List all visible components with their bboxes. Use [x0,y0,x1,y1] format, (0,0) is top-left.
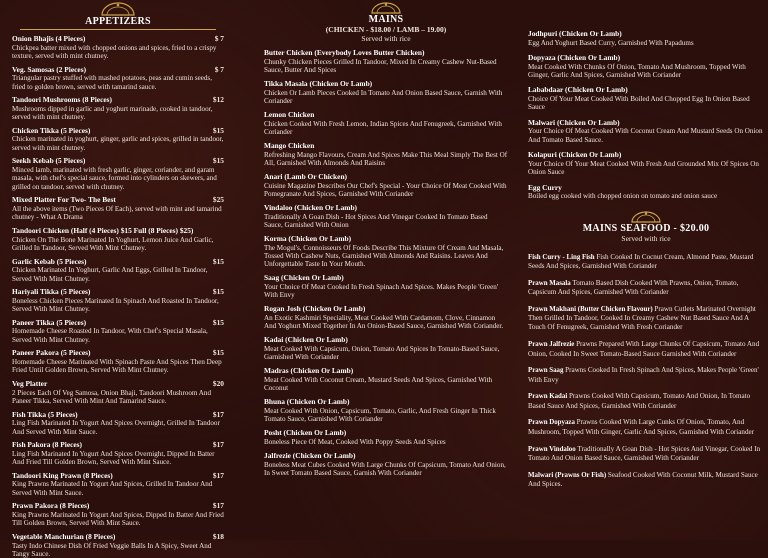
item-price: $12 [209,96,224,105]
item-description: Prawns Prepared With Large Chunks Of Capsicum, Tomato And Onion, Cooked In Sweet Tomato-Based Sauce Garnished With Coriander [528,340,759,357]
item-name: Tandoori Mushrooms (8 Pieces) [12,96,112,105]
ornament-icon [98,2,138,16]
item-name: Dopyaza (Chicken Or Lamb) [528,54,764,63]
menu-item [528,184,764,201]
item-description: Chickpea batter mixed with chopped onions and spices, fried to a crispy texture, served with mint chutney. [12,44,224,61]
mains-seafood-column [528,0,764,540]
item-description: Homemade Cheese Roasted In Tandoor, With Chef's Special Masala, Served With Mint Chutney. [12,327,224,344]
menu-item [12,349,224,374]
menu-item [264,204,508,229]
item-name: Veg. Samosas (2 Pieces) [12,66,86,75]
item-name: Prawn Masala [528,280,571,287]
item-description: Your Choice Of Meat Cooked With Coconut Cream And Mustard Seeds On Onion And Tomato Based Sauce. [528,127,764,144]
menu-item [264,235,508,269]
menu-item [12,227,224,252]
item-description: Chicken On The Bone Marinated In Yoghurt, Lemon Juice And Garlic, Grilled In Tandoor, Served With Mint Chutney. [12,236,224,253]
ornament-icon [366,2,406,14]
menu-item [528,30,764,47]
appetizers-list [12,35,224,558]
item-name: Egg Curry [528,184,764,193]
item-description: Refreshing Mango Flavours, Cream And Spices Make This Meal Simply The Best Of All, Garnished With Almonds And Raisins [264,151,508,168]
item-description: Prawn Cutlets Marinated Overnight Then Grilled In Tandoor, Cooked In Creamy Cashew Nut Based Sauce And A Touch Of Fenugreek, Garnished With Fresh Coriander [528,305,756,332]
menu-item-row [12,196,224,205]
item-description: Meat Cooked With Capsicum, Onion, Tomato And Spices In Tomato-Based Sauce, Garnished With Coriander [264,345,508,362]
item-name: Fish Tikka (5 Pieces) [12,411,78,420]
item-description: Cuisine Magazine Describes Our Chef's Special - Your Choice Of Meat Cooked With Pomegranate And Spices, Garnished With Coriander [264,182,508,199]
menu-item [264,398,508,423]
item-name: Jodhpuri (Chicken Or Lamb) [528,30,764,39]
item-name: Garlic Kebab (5 Pieces) [12,258,87,267]
menu-item [12,441,224,466]
item-description: Boneless Piece Of Meat, Cooked With Poppy Seeds And Spices [264,438,508,446]
mains-header [264,0,508,43]
menu-item-row [12,35,224,44]
item-name: Lababdaar (Chicken Or Lamb) [528,86,764,95]
menu-item [264,336,508,361]
ornament-icon [626,211,666,223]
menu-item [528,54,764,79]
item-name: Rogan Josh (Chicken Or Lamb) [264,305,508,314]
item-description: Boneless Chicken Pieces Marinated In Spinach And Roasted In Tandoor, Served With Mint Chutney. [12,297,224,314]
menu-item-row [12,96,224,105]
menu-item [528,253,764,272]
item-price: $15 [209,127,224,136]
menu-item [264,367,508,392]
item-name: Posht (Chicken Or Lamb) [264,429,508,438]
menu-item-row [12,441,224,450]
seafood-header [528,211,764,243]
menu-item [528,366,764,385]
item-description: King Prawns Marinated In Yogurt And Spices, Grilled In Tandoor And Served With Mint Sauce. [12,480,224,497]
menu-item [528,392,764,411]
item-name: Fish Curry - Ling Fish [528,254,595,261]
item-description: Tasty Indo Chinese Dish Of Fried Veggie Balls In A Spicy, Sweet And Tangy Sauce. [12,542,224,558]
item-description: Traditionally A Goan Dish - Hot Spices And Vinegar, Cooked In Tomato And Onion Based Sauce, Garnished With Coriander [528,445,760,462]
item-name: Mango Chicken [264,142,508,151]
item-description: Meat Cooked With Coconut Cream, Mustard Seeds And Spices, Garnished With Coconut [264,376,508,393]
menu-item [528,305,764,333]
item-name: Malwari (Prawns Or Fish) [528,472,606,479]
menu-item-row [12,380,224,389]
item-name: Jalfrezie (Chicken Or Lamb) [264,452,508,461]
item-name: Prawn Saag [528,367,563,374]
menu-item [264,173,508,198]
item-price: $15 [209,319,224,328]
item-name: Onion Bhajis (4 Pieces) [12,35,85,44]
menu-item [528,340,764,359]
item-name: Lemon Chicken [264,111,508,120]
mains-column [264,0,508,540]
item-description: The Mogul's, Connoisseurs Of Foods Describe This Mixture Of Cream And Masala, Tossed With Cashew Nuts, Garnished With Almonds And Raisins. Leaves And Unforgettable Taste In Your Mouth. [264,244,508,269]
item-price: $25 [209,196,224,205]
item-name: Saag (Chicken Or Lamb) [264,274,508,283]
item-name: Tandoori Chicken (Half (4 Pieces) $15 Full (8 Pieces) $25) [12,227,193,236]
item-description: Boneless Meat Cubes Cooked With Large Chunks Of Capsicum, Tomato And Onion, In Sweet Tomato Based Sauce, Garnish With Coriander [264,461,508,478]
seafood-note: Served with rice [528,234,764,243]
item-description: Fish Cooked In Cocnut Cream, Almond Paste, Mustard Seeds And Spices, Garnished With Coriander [528,253,753,270]
menu-item [528,86,764,111]
item-description: Chicken marinated in yoghurt, ginger, garlic and spices, grilled in tandoor, served with mint chutney. [12,135,224,152]
seafood-list [528,253,764,490]
item-price: $20 [209,380,224,389]
item-name: Tikka Masala (Chicken Or Lamb) [264,80,508,89]
menu-item-row [12,502,224,511]
mains-prices: (CHICKEN - $18.00 / LAMB – 19.00) [264,25,508,34]
item-name: Paneer Pakora (5 Pieces) [12,349,90,358]
item-price: $ 7 [211,66,224,75]
item-description: 2 Pieces Each Of Veg Samosa, Onion Bhaji, Tandoori Mushroom And Paneer Tikka, Served With Mint And Tamarind Sauce. [12,389,224,406]
item-name: Malwari (Chicken Or Lamb) [528,119,764,128]
menu-item [12,319,224,344]
item-description: Homemade Cheese Marinated With Spinach Paste And Spices Then Deep Fried Until Golden Brown, Served With Mint Chutney. [12,358,224,375]
item-description: Meat Cooked With Chunks Of Onion, Tomato And Mushroom, Topped With Ginger, Garlic And Spices, Garnished With Coriander [528,63,764,80]
item-description: King Prawns Marinated In Yogurt And Spices, Dipped In Batter And Fried Till Golden Brown, Served With Mint Sauce. [12,511,224,528]
item-description: Chicken Or Lamb Pieces Cooked In Tomato And Onion Based Sauce, Garnish With Coriander [264,89,508,106]
menu-item [264,274,508,299]
item-name: Kadai (Chicken Or Lamb) [264,336,508,345]
mains-note: Served with rice [264,34,508,43]
menu-item [12,96,224,121]
item-description: Traditionally A Goan Dish - Hot Spices And Vinegar Cooked In Tomato Based Sauce, Garnished With Onion [264,213,508,230]
item-price: $18 [209,533,224,542]
item-name: Mixed Platter For Two- The Best [12,196,116,205]
section-divider [20,29,216,30]
menu-item [12,35,224,60]
item-description: Boiled egg cooked with chopped onion on tomato and onion sauce [528,192,764,200]
item-name: Prawn Pakora (8 Pieces) [12,502,89,511]
item-name: Korma (Chicken Or Lamb) [264,235,508,244]
menu-item [12,533,224,558]
item-description: Prawns Cooked With Large Cunks Of Onion, Tomato, And Mushroom, Topped With Ginger, Garlic And Spices, Garnished With Coriander [528,418,754,435]
item-name: Chicken Tikka (5 Pieces) [12,127,90,136]
mains-title: MAINS [264,14,508,25]
item-description: Seafood Cooked With Coconut Milk, Mustard Sauce And Spices. [528,471,758,488]
item-name: Prawn Vindaloo [528,446,576,453]
menu-item [12,472,224,497]
menu-item-row [12,66,224,75]
item-price: $15 [209,157,224,166]
appetizers-title: APPETIZERS [12,16,224,27]
menu-item [264,111,508,136]
item-description: Triangular pastry stuffed with mashed potatoes, peas and cumin seeds, fried to golden brown, served with tamarind sauce. [12,74,224,91]
item-price: $15 [209,349,224,358]
item-description: Choice Of Your Meat Cooked With Boiled And Chopped Egg In Onion Based Sauce [528,95,764,112]
menu-item [12,66,224,91]
appetizers-header [12,0,224,30]
menu-item-row [12,288,224,297]
item-name: Tandoori King Prawn (8 Pieces) [12,472,113,481]
item-description: Meat Cooked With Onion, Capsicum, Tomato, Garlic, And Fresh Ginger In Thick Tomato Sauce, Garnished With Coriander [264,407,508,424]
menu-item [528,471,764,490]
item-description: Tomato Based Dish Cooked With Prawns, Onion, Tomato, Capsicum And Spices, Garnished With Coriander [528,279,738,296]
menu-item-row [12,349,224,358]
item-name: Paneer Tikka (5 Pieces) [12,319,86,328]
item-name: Fish Pakora (8 Pieces) [12,441,82,450]
item-description: Minced lamb, marinated with fresh garlic, ginger, coriander, and garam masala, with chef's special sauce, formed into cylinders on skewers, and grilled on tandoor, served with chutney. [12,166,224,191]
item-description: Your Choice Of Your Meat Cooked With Fresh And Grounded Mix Of Spices On Onion Sauce [528,160,764,177]
item-price: $ 7 [211,35,224,44]
item-name: Seekh Kebab (5 Pieces) [12,157,85,166]
menu-item [264,80,508,105]
menu-item-row [12,258,224,267]
menu-item [528,418,764,437]
item-name: Prawn Makhani (Butter Chicken Flavour) [528,306,653,313]
mains-list [264,49,508,477]
item-description: Chicken Cooked With Fresh Lemon, Indian Spices And Fenugreek, Garnished With Coriander [264,120,508,137]
item-price: $15 [209,288,224,297]
menu-item-row [12,533,224,542]
menu-item [12,157,224,191]
item-description: An Exotic Kashmiri Speciality, Meat Cooked With Cardamom, Clove, Cinnamon And Yoghurt Mixed Together In An Onion-Based Sauce, Garnished With Coriander. [264,314,508,331]
item-description: Ling Fish Marinated In Yogurt And Spices Overnight, Dipped In Batter And Fried Till Golden Brown, Served With Mint Sauce. [12,450,224,467]
item-description: Chicken Marinated In Yoghurt, Garlic And Eggs, Grilled In Tandoor, Served With Mint Chutney. [12,266,224,283]
menu-item [12,288,224,313]
menu-item [528,119,764,144]
menu-item-row [12,227,224,236]
menu-item-row [12,127,224,136]
item-name: Madras (Chicken Or Lamb) [264,367,508,376]
menu-item [12,502,224,527]
item-price: $17 [209,411,224,420]
menu-item [264,452,508,477]
menu-item-row [12,157,224,166]
menu-item [528,445,764,464]
item-description: Ling Fish Marinated In Yogurt And Spices Overnight, Grilled In Tandoor And Served With Mint Sauce. [12,419,224,436]
item-name: Bhuna (Chicken Or Lamb) [264,398,508,407]
item-description: All the above items (Two Pieces Of Each), served with mint and tamarind chutney - What A Drama [12,205,224,222]
menu-item-row [12,411,224,420]
item-name: Butter Chicken (Everybody Loves Butter Chicken) [264,49,508,58]
menu-item [12,411,224,436]
menu-item [12,127,224,152]
item-price: $17 [209,472,224,481]
appetizers-column [12,0,224,540]
item-price: $17 [209,441,224,450]
menu-item [528,151,764,176]
item-price: $17 [209,502,224,511]
item-name: Hariyali Tikka (5 Pieces) [12,288,90,297]
item-price: $15 [209,258,224,267]
item-description: Mushrooms dipped in garlic and yoghurt marinade, cooked in tandoor, served with mint chutney. [12,105,224,122]
item-name: Anari (Lamb Or Chicken) [264,173,508,182]
menu-item-row [12,319,224,328]
menu-item [12,196,224,221]
item-name: Vindaloo (Chicken Or Lamb) [264,204,508,213]
item-description: Egg And Yoghurt Based Curry, Garnished With Papadums [528,39,764,47]
item-name: Vegetable Manchurian (8 Pieces) [12,533,115,542]
menu-item [264,49,508,74]
item-description: Your Choice Of Meat Cooked In Fresh Spinach And Spices. Makes People 'Green' With Envy [264,283,508,300]
item-description: Chunky Chicken Pieces Grilled In Tandoor, Mixed In Creamy Cashew Nut-Based Sauce, Butter And Spices [264,58,508,75]
item-name: Prawn Kadai [528,393,567,400]
item-name: Kolapuri (Chicken Or Lamb) [528,151,764,160]
menu-item [12,380,224,405]
menu-item [264,142,508,167]
item-description: Prawns Cooked With Capsicum, Tomato And Onion, In Tomato Based Sauce And Spices, Garnished With Coriander [528,392,750,409]
item-description: Prawns Cooked In Fresh Spinach And Spices, Makes People 'Green' With Envy [528,366,759,383]
item-name: Prawn Dopyaza [528,419,575,426]
mains-continued-list [528,0,764,201]
item-name: Veg Platter [12,380,47,389]
menu-item [528,279,764,298]
menu-item [12,258,224,283]
item-name: Prawn Jalfreziе [528,341,574,348]
menu-item [264,305,508,330]
menu-item-row [12,472,224,481]
menu-item [264,429,508,446]
seafood-title: MAINS SEAFOOD - $20.00 [528,223,764,234]
